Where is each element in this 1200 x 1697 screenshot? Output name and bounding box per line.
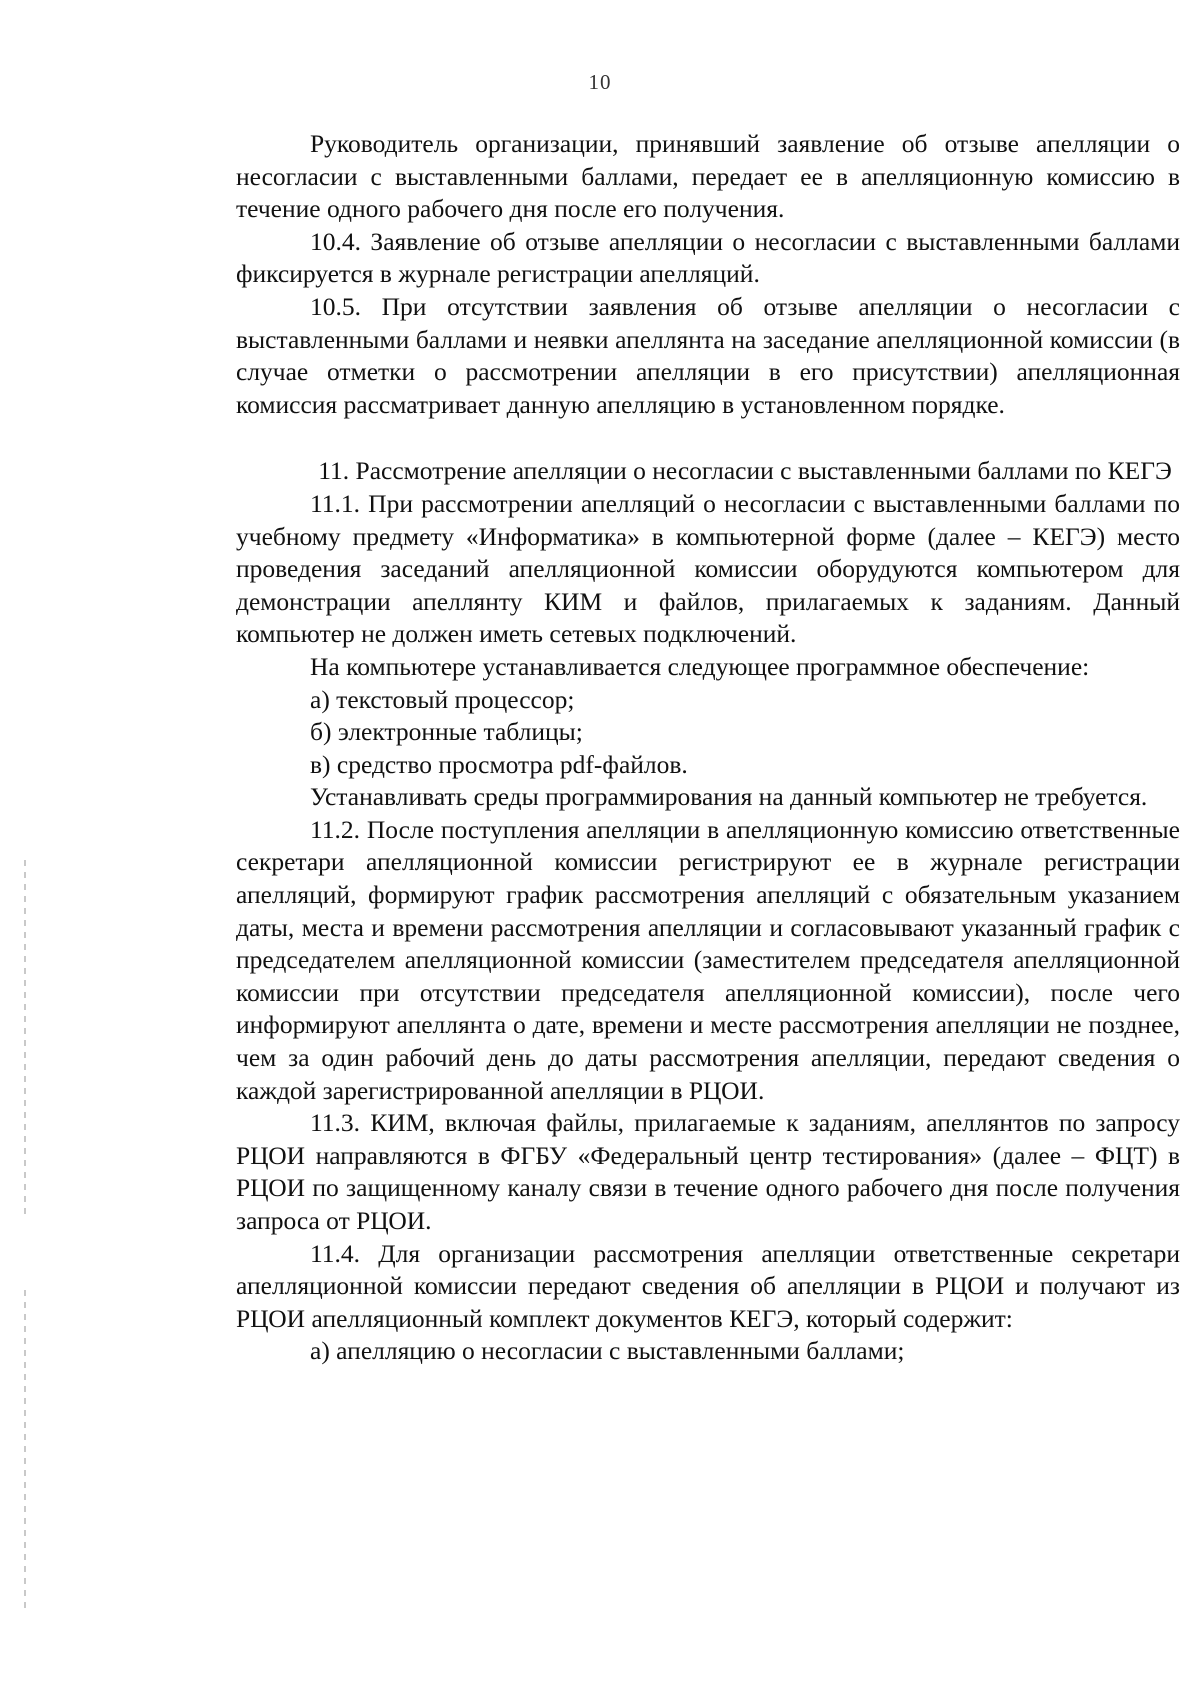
paragraph-11-4: 11.4. Для организации рассмотрения апелляции ответственные секретари апелляционной комиссии передают сведения об апелляции в РЦОИ и получают из РЦОИ апелляционный комплект документов КЕГЭ, который содержит: <box>236 1238 1180 1333</box>
paragraph-11-3: 11.3. КИМ, включая файлы, прилагаемые к заданиям, апеллянтов по запросу РЦОИ направляются в ФГБУ «Федеральный центр тестирования» (далее – ФЦТ) в РЦОИ по защищенному каналу связи в течение одного рабочего дня после получения запроса от РЦОИ. <box>236 1108 1180 1235</box>
paragraph-11-1: 11.1. При рассмотрении апелляций о несогласии с выставленными баллами по учебному предмету «Информатика» в компьютерной форме (далее – КЕГЭ) место проведения заседаний апелляционной комиссии оборудуются компьютером для демонстрации апеллянту КИМ и файлов, прилагаемых к заданиям. Данный компьютер не должен иметь сетевых подключений. <box>236 488 1180 649</box>
scan-edge-mark <box>24 1290 26 1610</box>
paragraph-10-5: 10.5. При отсутствии заявления об отзыве апелляции о несогласии с выставленными баллами и неявки апеллянта на заседание апелляционной комиссии (в случае отметки о рассмотрении апелляции в его присутствии) апелляционная комиссия рассматривает данную апелляцию в установленном порядке. <box>236 291 1180 419</box>
software-list-item: в) средство просмотра pdf-файлов. <box>310 749 688 779</box>
document-body <box>236 128 1180 1368</box>
software-list-item: б) электронные таблицы; <box>310 717 583 747</box>
scan-edge-mark <box>24 860 26 1220</box>
paragraph-10-4: 10.4. Заявление об отзыве апелляции о несогласии с выставленными баллами фиксируется в журнале регистрации апелляций. <box>236 226 1180 289</box>
kit-list-item: а) апелляцию о несогласии с выставленными баллами; <box>310 1336 905 1366</box>
paragraph-11-2: 11.2. После поступления апелляции в апелляционную комиссию ответственные секретари апелляционной комиссии регистрируют ее в журнале регистрации апелляций, формируют график рассмотрения апелляций с обязательным указанием даты, места и времени рассмотрения апелляции и согласовывают указанный график с председателем апелляционной комиссии (заместителем председателя апелляционной комиссии при отсутствии председателя апелляционной комиссии), после чего информируют апеллянта о дате, времени и месте рассмотрения апелляции не позднее, чем за один рабочий день до даты рассмотрения апелляции, передают сведения о каждой зарегистрированной апелляции в РЦОИ. <box>236 814 1180 1105</box>
paragraph-withdrawal-transfer: Руководитель организации, принявший заявление об отзыве апелляции о несогласии с выставленными баллами, передает ее в апелляционную комиссию в течение одного рабочего дня после его получения. <box>236 129 1180 224</box>
software-list-item: а) текстовый процессор; <box>310 684 575 714</box>
paragraph-no-ide: Устанавливать среды программирования на данный компьютер не требуется. <box>310 782 1148 812</box>
section-heading-11: 11. Рассмотрение апелляции о несогласии с выставленными баллами по КЕГЭ <box>318 456 1172 486</box>
page-number: 10 <box>588 70 612 94</box>
paragraph-software-intro: На компьютере устанавливается следующее программное обеспечение: <box>310 651 1090 681</box>
